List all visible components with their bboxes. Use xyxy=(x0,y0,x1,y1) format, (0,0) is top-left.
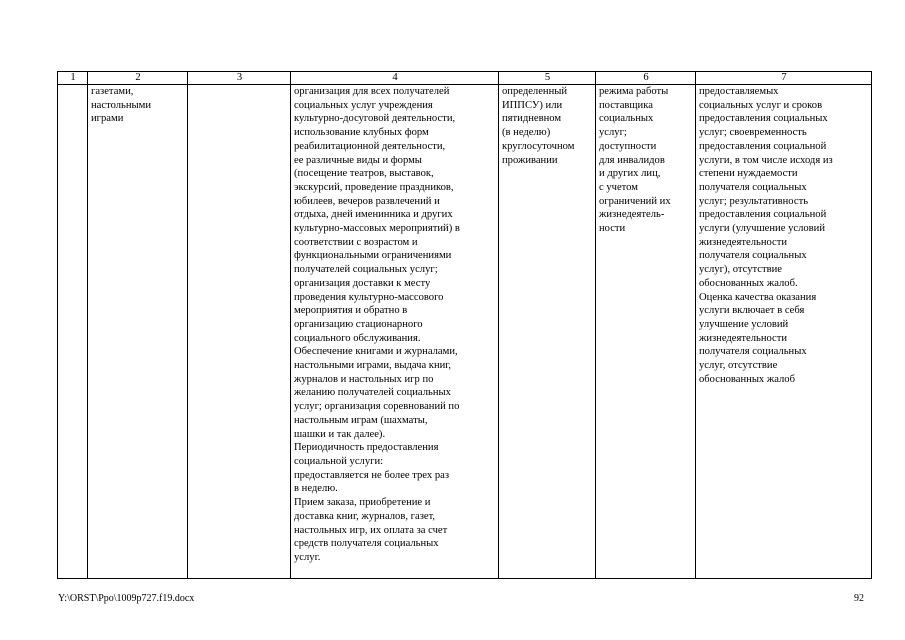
cell-text-line: организацию стационарного xyxy=(294,318,423,330)
cell-text-line: социального обслуживания. xyxy=(294,332,421,344)
page-number: 92 xyxy=(854,593,864,604)
cell-text-line: предоставления социальной xyxy=(699,209,827,221)
cell-text-line: обоснованных жалоб xyxy=(699,373,795,385)
cell-text-line: культурно-досуговой деятельности, xyxy=(294,113,456,125)
cell-text-line: предоставления социальных xyxy=(699,113,828,125)
column-number-row xyxy=(58,72,872,85)
cell-text-line: получателя социальных xyxy=(699,181,807,193)
cell-text-line: для инвалидов xyxy=(599,154,665,166)
cell-text-line: использование клубных форм xyxy=(294,127,429,139)
column-number-cell: 6 xyxy=(596,72,696,85)
cell-text-line: журналов и настольных игр по xyxy=(294,373,434,385)
cell-text-line: доставка книг, журналов, газет, xyxy=(294,510,436,522)
cell-text-line: доступности xyxy=(599,140,657,152)
column-number-cell: 1 xyxy=(58,72,88,85)
cell-text-line: улучшение условий xyxy=(699,318,789,330)
service-description-cell xyxy=(291,85,499,579)
cell-text-line: режима работы xyxy=(599,86,669,97)
column-number-cell: 3 xyxy=(188,72,291,85)
cell-text-line: желанию получателей социальных xyxy=(294,387,451,399)
provision-conditions-cell xyxy=(596,85,696,579)
cell-text-line: (в неделю) xyxy=(502,127,551,139)
column-number-cell: 7 xyxy=(696,72,872,85)
cell-text-line: обоснованных жалоб. xyxy=(699,277,798,289)
cell-text-line: получателя социальных xyxy=(699,346,807,358)
cell-text-line: Прием заказа, приобретение и xyxy=(294,497,431,509)
cell-text-line: Оценка качества оказания xyxy=(699,291,817,303)
cell-text-line: круглосуточном xyxy=(502,140,575,152)
cell-text-line: услуг; результативность xyxy=(699,195,809,207)
cell-text-line: степени нуждаемости xyxy=(699,168,798,180)
cell-text-line: настольных игр, их оплата за счет xyxy=(294,524,448,536)
provision-term-cell xyxy=(499,85,596,579)
cell-text-line: поставщика xyxy=(599,99,653,111)
cell-text-line: услуги включает в себя xyxy=(699,305,805,317)
cell-text-line: соответствии с возрастом и xyxy=(294,236,418,248)
cell-text-line: ее различные виды и формы xyxy=(294,154,422,166)
cell-text-line: получателя социальных xyxy=(699,250,807,262)
cell-text-line: отдыха, дней именинника и других xyxy=(294,209,453,221)
cell-text-line: услуги (улучшение условий xyxy=(699,223,825,235)
cell-text-line: (посещение театров, выставок, xyxy=(294,168,434,180)
cell-text-line: мероприятия и обратно в xyxy=(294,305,408,317)
cell-text-line: услуг), отсутствие xyxy=(699,264,782,276)
cell-text-line: проведения культурно-массового xyxy=(294,291,444,303)
table-row xyxy=(58,85,872,579)
cell-text-line: играми xyxy=(91,113,124,125)
cell-text-line: предоставляемых xyxy=(699,86,779,97)
cell-text-line: определенный xyxy=(502,86,568,97)
cell-text-line: организация для всех получателей xyxy=(294,86,450,97)
cell-text-line: газетами, xyxy=(91,86,134,97)
cell-text-line: получателей социальных услуг; xyxy=(294,264,438,276)
cell-text-line: проживании xyxy=(502,154,558,166)
cell-text-line: Периодичность предоставления xyxy=(294,442,439,454)
cell-text-line: жизнедеятельности xyxy=(699,332,788,344)
cell-text-line: культурно-массовых мероприятий) в xyxy=(294,223,460,235)
cell-text-line: ограничений их xyxy=(599,195,671,207)
cell-text-line: в неделю. xyxy=(294,483,338,495)
cell-text-line: настольными играми, выдача книг, xyxy=(294,360,452,372)
cell-text-line: реабилитационной деятельности, xyxy=(294,140,446,152)
cell-text-line: социальных услуг и сроков xyxy=(699,99,823,111)
column-number-cell: 5 xyxy=(499,72,596,85)
cell-text-line: жизнедеятельности xyxy=(699,236,788,248)
cell-text-line: социальных xyxy=(599,113,654,125)
cell-text-line: предоставления социальной xyxy=(699,140,827,152)
cell-text-line: услуги, в том числе исходя из xyxy=(699,154,833,166)
cell-text-line: шашки и так далее). xyxy=(294,428,386,440)
column-number-cell: 4 xyxy=(291,72,499,85)
cell-text-line: услуг; организация соревнований по xyxy=(294,401,460,413)
cell-text-line: услуг. xyxy=(294,551,321,563)
cell-text-line: настольными xyxy=(91,99,151,111)
cell-text-line: организация доставки к месту xyxy=(294,277,431,289)
service-name-cell xyxy=(88,85,188,579)
cell-text-line: настольным играм (шахматы, xyxy=(294,414,428,426)
cell-text-line: услуг, отсутствие xyxy=(699,360,778,372)
cell-text-line: ности xyxy=(599,223,626,235)
cell-text-line: жизнедеятель- xyxy=(599,209,665,221)
column-number-cell: 2 xyxy=(88,72,188,85)
cell-text-line: Обеспечение книгами и журналами, xyxy=(294,346,458,358)
cell-text-line: услуг; xyxy=(599,127,627,139)
standard-volume-cell xyxy=(188,85,291,579)
cell-text-line: и других лиц, xyxy=(599,168,661,180)
cell-text-line: средств получателя социальных xyxy=(294,538,439,550)
cell-text-line: экскурсий, проведение праздников, xyxy=(294,181,454,193)
cell-text-line: ИППСУ) или xyxy=(502,99,563,111)
cell-text-line: с учетом xyxy=(599,181,638,193)
cell-text-line: юбилеев, вечеров развлечений и xyxy=(294,195,440,207)
cell-text-line: функциональными ограничениями xyxy=(294,250,452,262)
services-table xyxy=(57,71,872,579)
cell-text-line: социальной услуги: xyxy=(294,455,384,467)
footer-file-path: Y:\ORST\Ppo\1009p727.f19.docx xyxy=(58,593,195,604)
row-number-cell xyxy=(58,85,88,579)
cell-text-line: социальных услуг учреждения xyxy=(294,99,433,111)
cell-text-line: предоставляется не более трех раз xyxy=(294,469,450,481)
cell-text-line: услуг; своевременность xyxy=(699,127,807,139)
quality-indicators-cell xyxy=(696,85,872,579)
cell-text-line: пятидневном xyxy=(502,113,562,125)
